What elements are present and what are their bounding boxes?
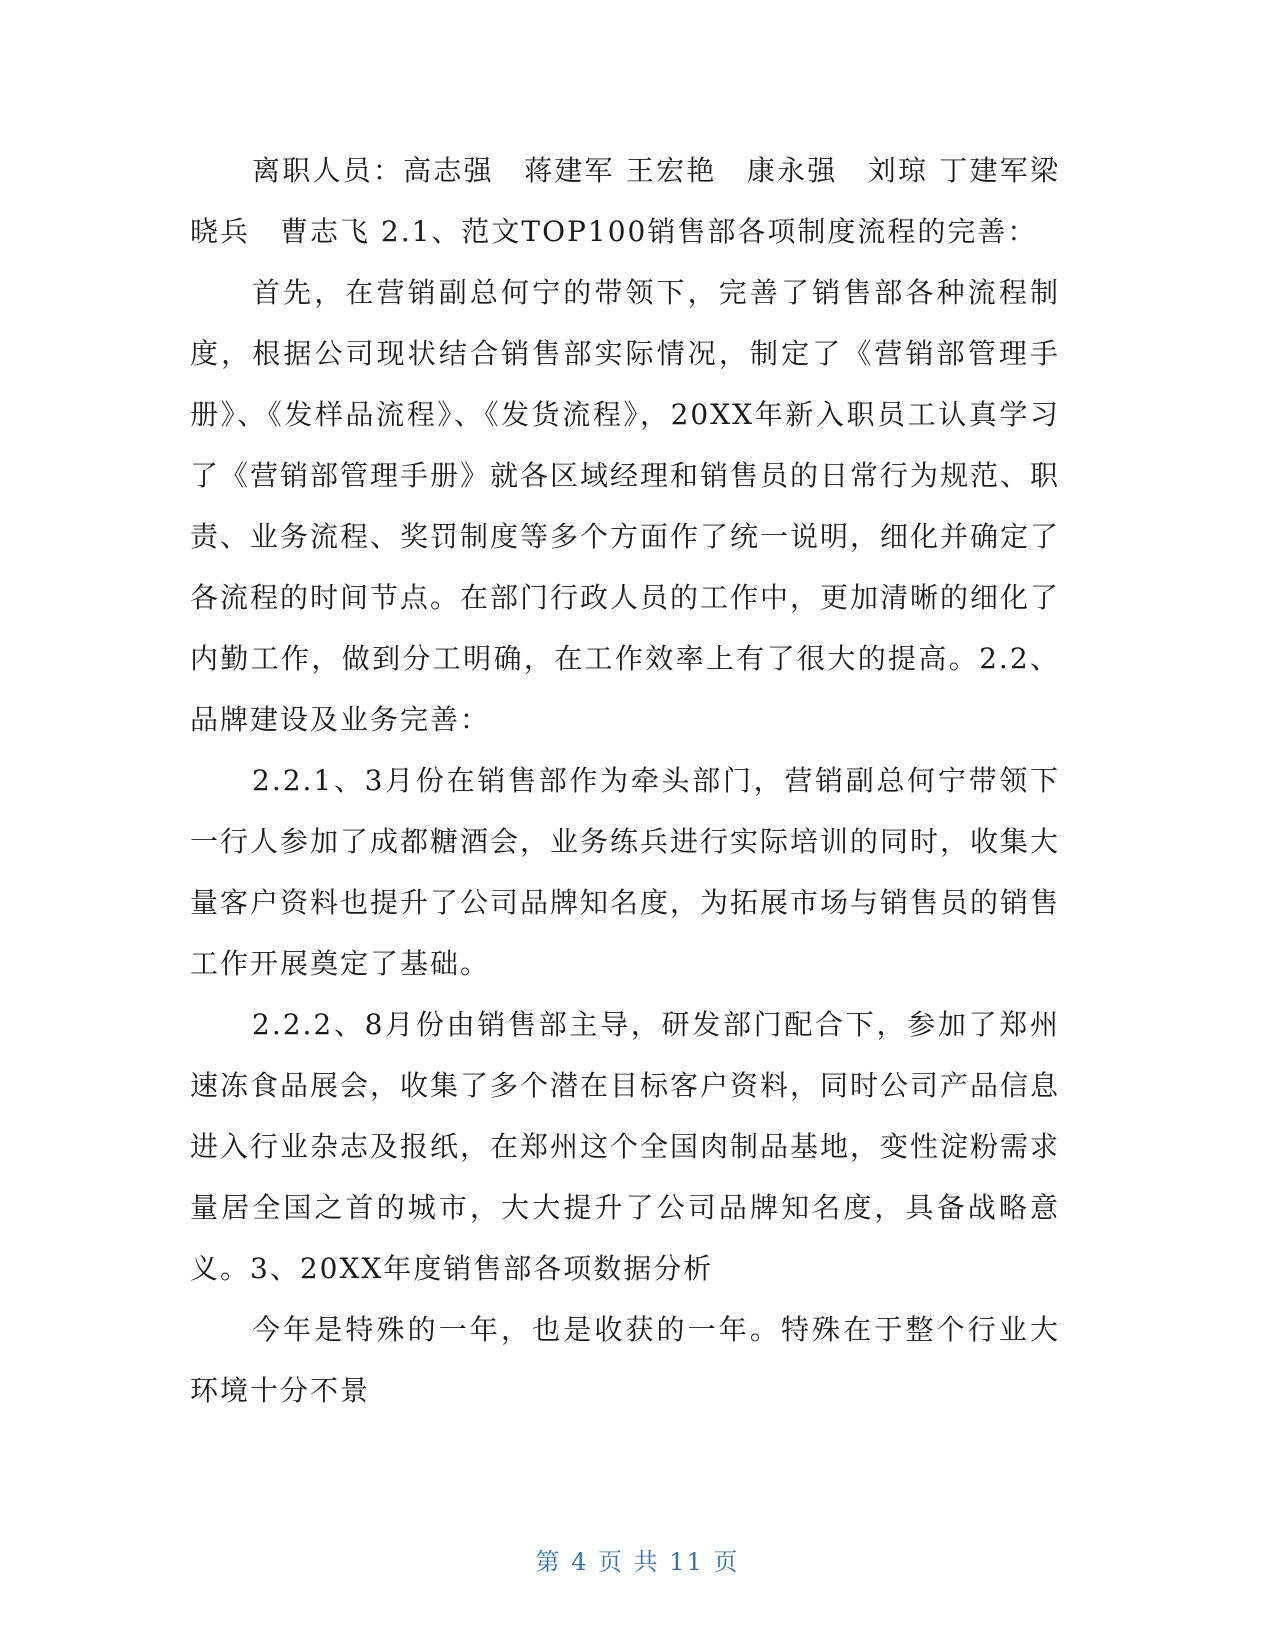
page-number-footer: 第 4 页 共 11 页 xyxy=(535,1548,740,1576)
document-body xyxy=(190,140,1060,1421)
paragraph-zhengzhou-expo: 2.2.2、8月份由销售部主导，研发部门配合下，参加了郑州速冻食品展会，收集了多个潜在目标客户资料，同时公司产品信息进入行业杂志及报纸，在郑州这个全国肉制品基地，变性淀粉需求量居全国之首的城市，大大提升了公司品牌知名度，具备战略意义。3、20XX年度销售部各项数据分析 xyxy=(190,1008,1061,1285)
paragraph-chengdu-fair: 2.2.1、3月份在销售部作为牵头部门，营销副总何宁带领下一行人参加了成都糖酒会，业务练兵进行实际培训的同时，收集大量客户资料也提升了公司品牌知名度，为拓展市场与销售员的销售工作开展奠定了基础。 xyxy=(190,764,1061,980)
paragraph-process-improvement: 首先，在营销副总何宁的带领下，完善了销售部各种流程制度，根据公司现状结合销售部实际情况，制定了《营销部管理手册》、《发样品流程》、《发货流程》，20XX年新入职员工认真学习了《营销部管理手册》就各区域经理和销售员的日常行为规范、职责、业务流程、奖罚制度等多个方面作了统一说明，细化并确定了各流程的时间节点。在部门行政人员的工作中，更加清晰的细化了内勤工作，做到分工明确，在工作效率上有了很大的提高。2.2、品牌建设及业务完善： xyxy=(190,276,1061,736)
paragraph-departed-staff: 离职人员：高志强 蒋建军 王宏艳 康永强 刘琼 丁建军梁晓兵 曹志飞 2.1、范文TOP100销售部各项制度流程的完善： xyxy=(190,154,1060,248)
paragraph-year-summary: 今年是特殊的一年，也是收获的一年。特殊在于整个行业大环境十分不景 xyxy=(190,1313,1060,1407)
